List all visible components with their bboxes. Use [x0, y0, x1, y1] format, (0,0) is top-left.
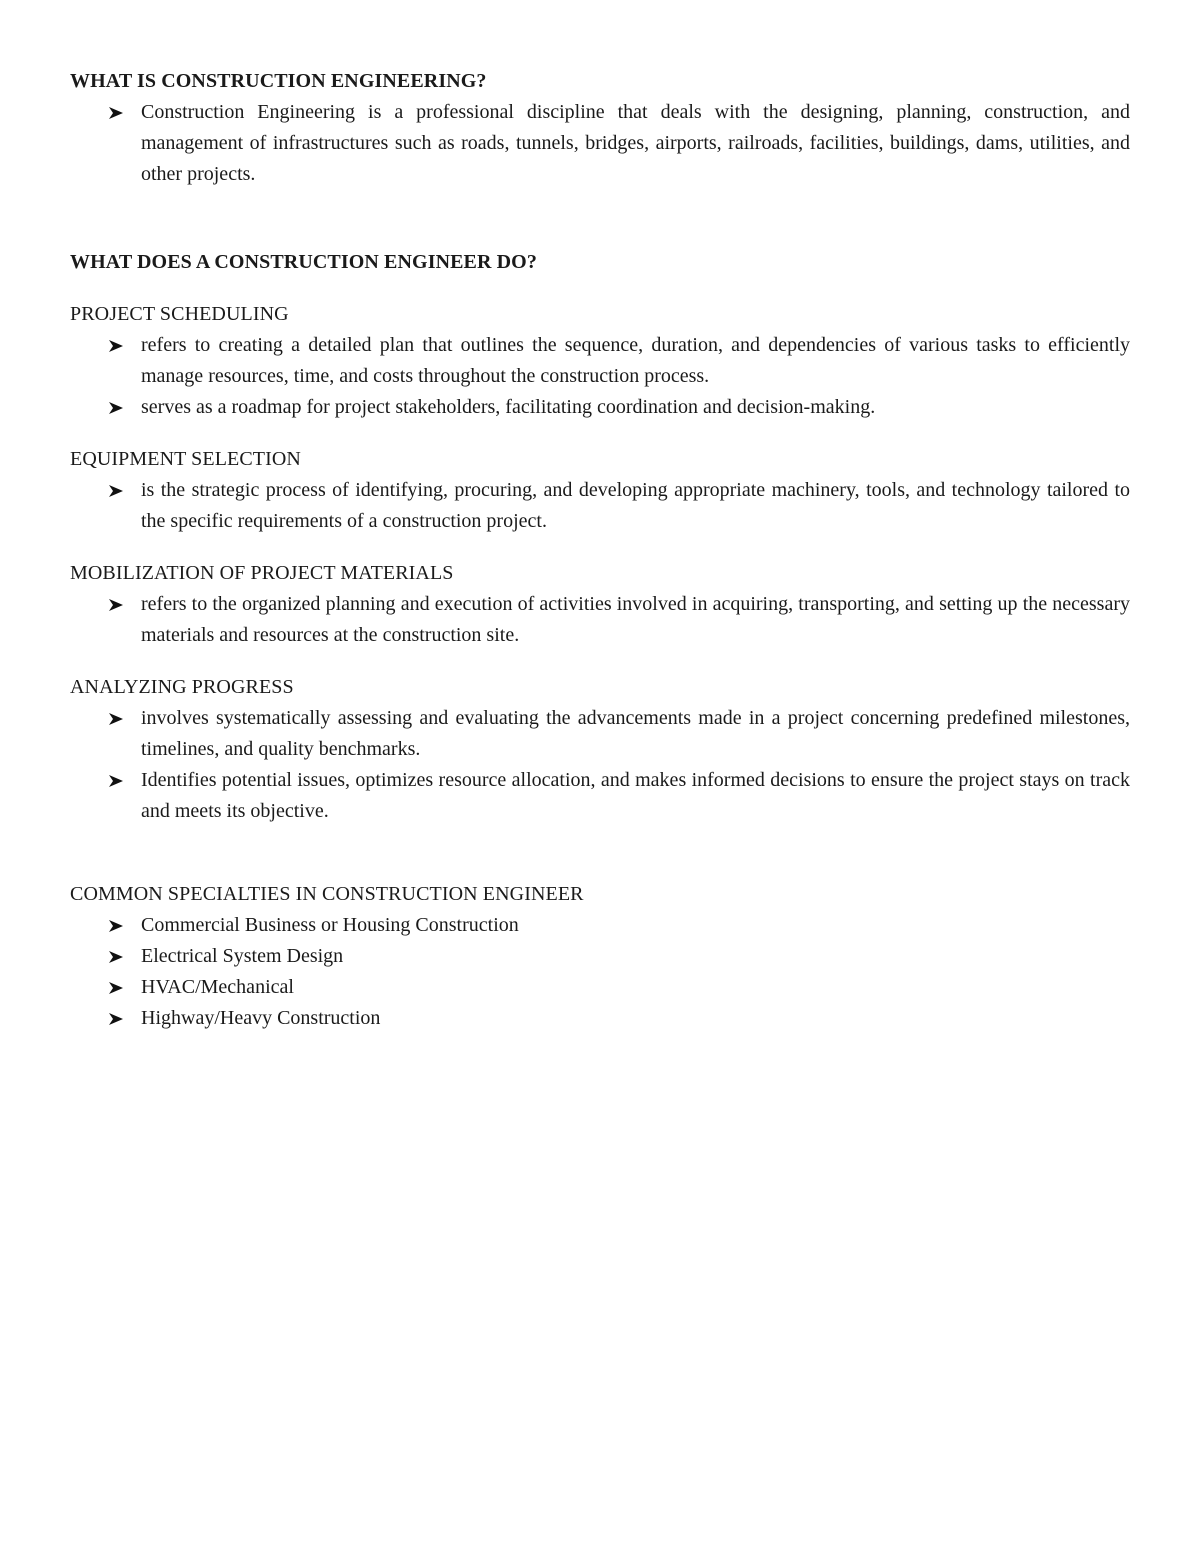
list-item-text: is the strategic process of identifying, procuring, and developing appropriate machinery, tools, and technology tailored to the specific requirements of a construction project.: [141, 479, 1130, 532]
subheading-equipment-selection: EQUIPMENT SELECTION: [70, 448, 301, 470]
analyzing-list: [70, 703, 1130, 827]
list-item: [70, 765, 1130, 827]
arrowhead-bullet-icon: [108, 97, 124, 128]
list-item-text: Highway/Heavy Construction: [141, 1007, 381, 1029]
list-item: [70, 392, 1130, 423]
arrowhead-bullet-icon: [108, 703, 124, 734]
definition-list: [70, 97, 1130, 190]
arrowhead-bullet-icon: [108, 475, 124, 506]
list-item: [70, 703, 1130, 765]
list-item-text: Identifies potential issues, optimizes resource allocation, and makes informed decisions to ensure the project stays on track and meets its objective.: [141, 769, 1130, 822]
arrowhead-bullet-icon: [108, 330, 124, 361]
heading-what-does-engineer-do: WHAT DOES A CONSTRUCTION ENGINEER DO?: [70, 251, 537, 273]
list-item-text: refers to creating a detailed plan that outlines the sequence, duration, and dependencies of various tasks to efficiently manage resources, time, and costs throughout the construction process.: [141, 334, 1130, 387]
list-item: [70, 941, 1130, 972]
scheduling-list: [70, 330, 1130, 423]
list-item-text: Electrical System Design: [141, 945, 344, 967]
specialties-list: [70, 910, 1130, 1034]
arrowhead-bullet-icon: [108, 589, 124, 620]
list-item-text: Construction Engineering is a professional discipline that deals with the designing, planning, construction, and management of infrastructures such as roads, tunnels, bridges, airports, railroads, facilities, buildings, dams, utilities, and other projects.: [141, 101, 1130, 185]
arrowhead-bullet-icon: [108, 972, 124, 1003]
list-item: [70, 972, 1130, 1003]
list-item-text: refers to the organized planning and execution of activities involved in acquiring, transporting, and setting up the necessary materials and resources at the construction site.: [141, 593, 1130, 646]
subheading-analyzing-progress: ANALYZING PROGRESS: [70, 676, 294, 698]
subheading-project-scheduling: PROJECT SCHEDULING: [70, 303, 289, 325]
equipment-list: [70, 475, 1130, 537]
list-item-text: involves systematically assessing and evaluating the advancements made in a project concerning predefined milestones, timelines, and quality benchmarks.: [141, 707, 1130, 760]
list-item: [70, 330, 1130, 392]
arrowhead-bullet-icon: [108, 765, 124, 796]
list-item-text: Commercial Business or Housing Construction: [141, 914, 519, 936]
list-item: [70, 910, 1130, 941]
mobilization-list: [70, 589, 1130, 651]
list-item: [70, 97, 1130, 190]
list-item-text: HVAC/Mechanical: [141, 976, 294, 998]
arrowhead-bullet-icon: [108, 1003, 124, 1034]
subheading-common-specialties: COMMON SPECIALTIES IN CONSTRUCTION ENGINEER: [70, 883, 584, 905]
arrowhead-bullet-icon: [108, 392, 124, 423]
arrowhead-bullet-icon: [108, 941, 124, 972]
subheading-mobilization: MOBILIZATION OF PROJECT MATERIALS: [70, 562, 454, 584]
list-item-text: serves as a roadmap for project stakeholders, facilitating coordination and decision-making.: [141, 396, 876, 418]
list-item: [70, 589, 1130, 651]
arrowhead-bullet-icon: [108, 910, 124, 941]
list-item: [70, 475, 1130, 537]
list-item: [70, 1003, 1130, 1034]
document-page: [70, 66, 1130, 1034]
heading-what-is-construction-engineering: WHAT IS CONSTRUCTION ENGINEERING?: [70, 70, 487, 92]
